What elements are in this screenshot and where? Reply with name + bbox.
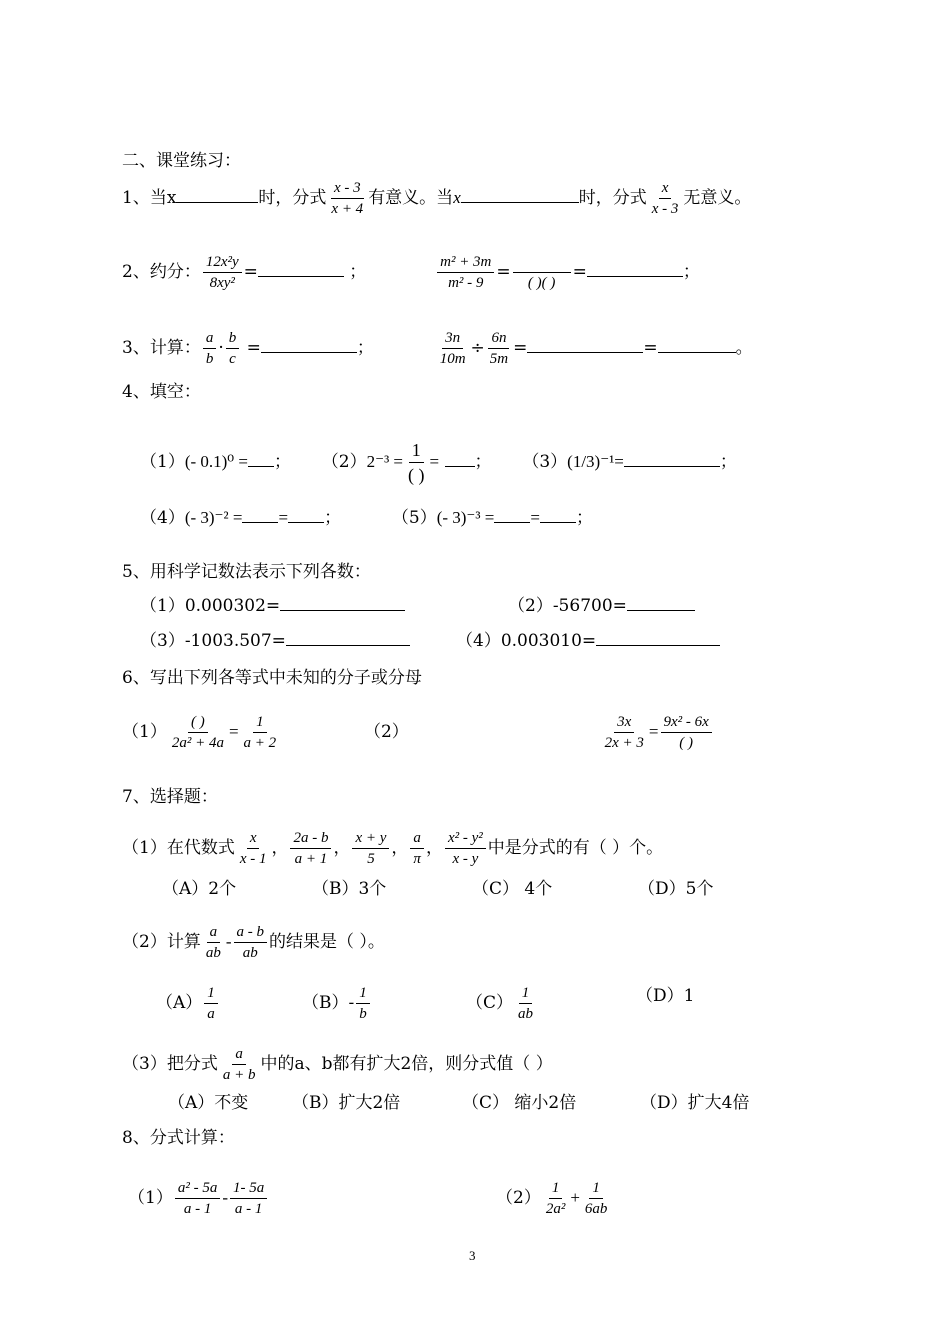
part-label: （2）: [363, 722, 409, 742]
period: 。: [735, 338, 753, 358]
fraction: $\frac{b}{c}$: [226, 330, 240, 367]
equals: =: [643, 338, 658, 358]
part-label: （1）: [140, 452, 185, 472]
question-1: [122, 180, 751, 217]
q7-option: （B）扩大2倍: [292, 1093, 401, 1113]
blank: [461, 188, 579, 203]
equals: =: [513, 338, 528, 358]
blank: [242, 508, 278, 523]
blank: [540, 508, 576, 523]
q5-item-4: （4）0.003010=: [456, 630, 720, 652]
part-label: （3）: [522, 452, 568, 472]
semicolon: ；: [356, 338, 374, 358]
fraction: $\frac{\text{12x²y}}{\text{8xy²}}$: [203, 254, 242, 291]
fraction: $\frac{a}{a + b}$: [222, 1046, 256, 1083]
fraction: $\frac{2a - b}{a + 1}$: [290, 830, 331, 867]
blank: [658, 338, 736, 353]
fraction: $\frac{x - 3}{x + 4}$: [331, 180, 364, 217]
q7-option: （A）不变: [168, 1093, 249, 1113]
fraction: $\frac{1}{a + 2}$: [243, 714, 277, 751]
question-4-row2: （4）(- 3)⁻² = = ； （5）(- 3)⁻³ = = ；: [140, 508, 593, 528]
fraction: $\frac{x}{x - 1}$: [239, 830, 267, 867]
q1-text: 有意义。当: [368, 188, 454, 208]
question-5-label: 5、用科学记数法表示下列各数：: [122, 562, 371, 582]
q7-option: （B）- $\frac{1}{b}$: [302, 985, 372, 1022]
expr: (- 3)⁻³ =: [436, 508, 495, 527]
fraction: $\frac{1- 5a}{a - 1}$: [230, 1180, 267, 1217]
part-label: （5）: [391, 508, 437, 528]
equals: =: [572, 262, 587, 282]
q7-option: （C） 4个: [472, 879, 553, 899]
section-title: 二、课堂练习：: [122, 151, 241, 171]
blank: [288, 508, 324, 523]
q1-text: 时，分式: [258, 188, 327, 208]
fraction: $\frac{\text{m² + 3m}}{\text{m² - 9}}$: [437, 254, 494, 291]
q7-option: （A）2个: [162, 879, 237, 899]
expr: (1/3)⁻¹=: [567, 452, 624, 471]
q7-sub3: （3）把分式 $\frac{a}{a + b}$ 中的a、b都有扩大2倍，则分式值（ ）: [122, 1046, 553, 1083]
equals: =: [496, 262, 511, 282]
q5-item-1: （1）0.000302=: [140, 595, 405, 617]
q8-part1: （1） $\frac{\text{a² - 5a}}{a - 1}$ - $\frac{1- 5a}{a - 1}$: [128, 1180, 269, 1217]
fraction: $\frac{6n}{5m}$: [489, 330, 509, 367]
blank: [258, 262, 344, 277]
blank: [248, 452, 274, 467]
part-label: （4）: [140, 508, 185, 528]
divide: ÷: [470, 338, 485, 358]
fraction: $\frac{x + y}{5}$: [352, 830, 389, 867]
q7-option: （C） 缩小2倍: [462, 1093, 577, 1113]
expr: (- 3)⁻² =: [184, 508, 243, 527]
blank: [587, 262, 683, 277]
q7-option: （B）3个: [312, 879, 387, 899]
fraction: $\frac{a - b}{ab}$: [234, 924, 268, 961]
fraction: $\frac{3n}{10m}$: [439, 330, 466, 367]
expr: (- 0.1)⁰ =: [184, 452, 248, 471]
question-4-label: 4、填空：: [122, 382, 201, 402]
blank: [261, 338, 357, 353]
q7-option: （D）5个: [638, 879, 714, 899]
blank: [445, 452, 475, 467]
q2-label: 2、约分：: [122, 262, 201, 282]
fraction: ( )( ): [513, 254, 571, 291]
blank: [527, 338, 643, 353]
q7-sub2: （2）计算 $\frac{a}{ab}$ - $\frac{a - b}{ab}$ 的结果是（ ）。: [122, 924, 385, 961]
question-2: [122, 254, 700, 291]
fraction: $\frac{1}{\text{2a²}}$: [545, 1180, 566, 1217]
dot: ·: [218, 338, 224, 358]
q1-text: 时，分式: [578, 188, 647, 208]
q7-option: （A） $\frac{1}{a}$: [156, 985, 220, 1022]
question-7-label: 7、选择题：: [122, 787, 218, 807]
equals: =: [243, 262, 258, 282]
question-6-row: （1） ( ) 2a² + 4a = $\frac{1}{a + 2}$ （2） $\frac{3x}{2x + 3}$ = 9x² - 6x ( ): [122, 714, 714, 751]
q1-text: 1、当x: [122, 188, 177, 208]
q8-part2: （2） $\frac{1}{\text{2a²}}$ + $\frac{1}{6ab}$: [496, 1180, 612, 1217]
fraction: $\frac{\text{x² - y²}}{x - y}$: [445, 830, 486, 867]
q7-option: （D）1: [636, 986, 695, 1006]
q1-text: 无意义。: [683, 188, 752, 208]
q3-label: 3、计算：: [122, 338, 201, 358]
fraction: $\frac{\text{a² - 5a}}{a - 1}$: [175, 1180, 221, 1217]
fraction: $\frac{a}{b}$: [203, 330, 217, 367]
part-label: （1）: [122, 722, 167, 742]
page-number: 3: [469, 1248, 476, 1263]
part-label: （2）: [321, 452, 367, 472]
fraction: 1 ( ): [408, 440, 425, 485]
blank: [176, 188, 258, 203]
blank: [624, 452, 720, 467]
semicolon: ；: [682, 262, 700, 282]
question-8-label: 8、分式计算：: [122, 1128, 235, 1148]
question-3: [122, 330, 753, 367]
question-4-row1: （1）(- 0.1)⁰ = ； （2）2⁻³ = 1 ( ) = ； （3）(1/3)⁻¹= ；: [140, 440, 737, 485]
equals: =: [246, 338, 261, 358]
fraction: 9x² - 6x ( ): [661, 714, 712, 751]
blank: [494, 508, 530, 523]
question-6-label: 6、写出下列各等式中未知的分子或分母: [122, 668, 422, 688]
fraction: $\frac{x}{x - 3}$: [651, 180, 679, 217]
variable: x: [453, 188, 461, 207]
fraction: $\frac{3x}{2x + 3}$: [604, 714, 644, 751]
q5-item-2: （2）-56700=: [508, 595, 695, 617]
q7-sub1: （1）在代数式 $\frac{x}{x - 1}$ ， $\frac{2a - b}{a + 1}$ ， $\frac{x + y}{5}$ ， $\frac{a}{\pi}$ ， $\frac{\text{x² - y²}}{x - y}$ 中是分式的有（ ）个。: [122, 830, 664, 867]
q5-item-3: （3）-1003.507=: [140, 630, 410, 652]
fraction: $\frac{1}{6ab}$: [584, 1180, 608, 1217]
semicolon: ；: [349, 262, 367, 282]
expr: 2⁻³ =: [366, 452, 404, 471]
q7-option: （D）扩大4倍: [640, 1093, 750, 1113]
fraction: $\frac{a}{\pi}$: [410, 830, 424, 867]
fraction: ( ) 2a² + 4a: [171, 714, 224, 751]
fraction: $\frac{a}{ab}$: [205, 924, 221, 961]
q7-option: （C） $\frac{1}{ab}$: [466, 985, 534, 1022]
